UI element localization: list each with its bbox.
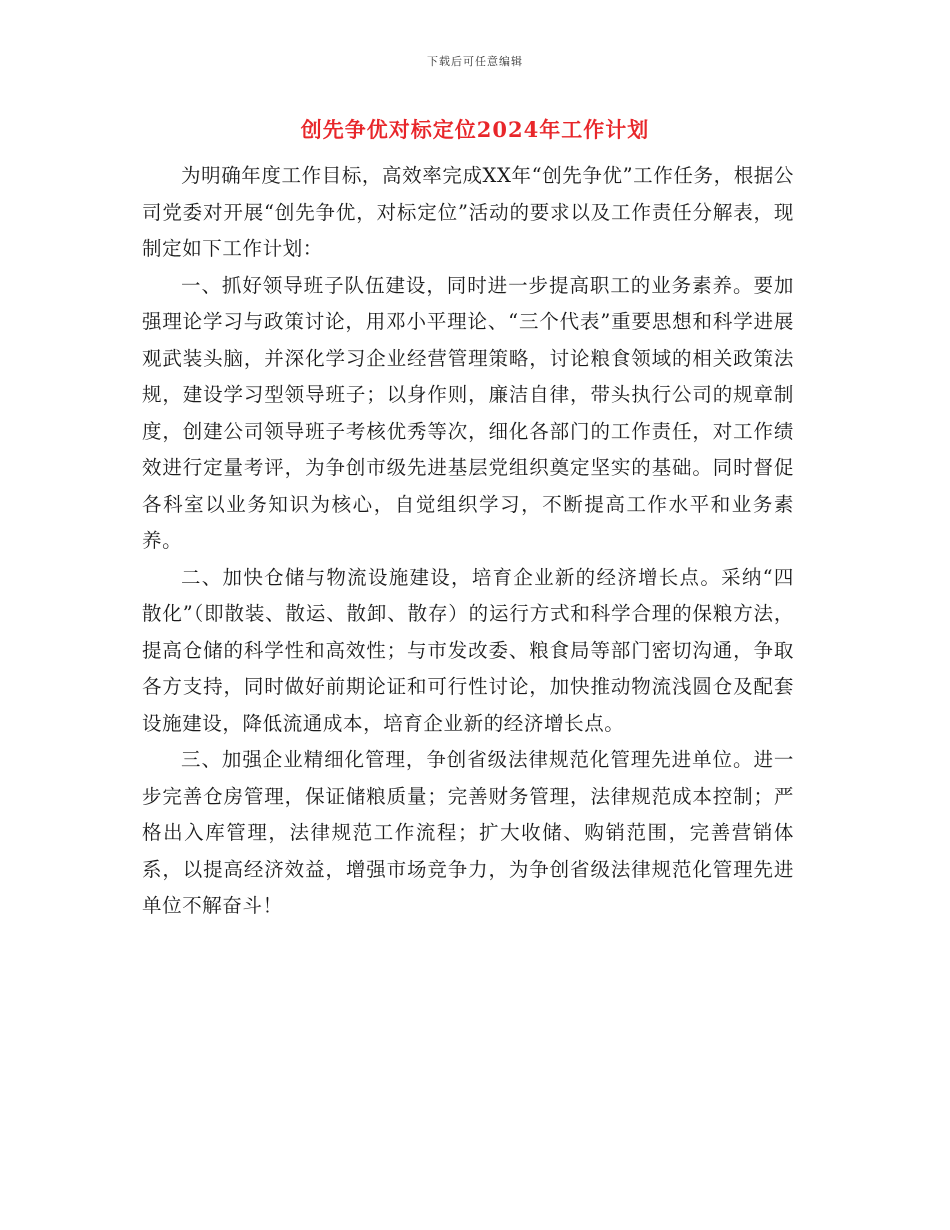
- paragraph-section-3: 三、加强企业精细化管理，争创省级法律规范化管理先进单位。进一步完善仓房管理，保证储粮质量；完善财务管理，法律规范成本控制；严格出入库管理，法律规范工作流程；扩大收储、购销范围，完善营销体系，以提高经济效益，增强市场竞争力，为争创省级法律规范化管理先进单位不解奋斗！: [142, 748, 794, 917]
- document-body: [142, 158, 794, 925]
- paragraph-intro: 为明确年度工作目标，高效率完成XX年“创先争优”工作任务，根据公司党委对开展“创先争优，对标定位”活动的要求以及工作责任分解表，现制定如下工作计划：: [142, 164, 794, 260]
- header-note: 下载后可任意编辑: [427, 55, 523, 68]
- page-title: 创先争优对标定位2024年工作计划: [300, 117, 650, 142]
- paragraph-section-1: 一、抓好领导班子队伍建设，同时进一步提高职工的业务素养。要加强理论学习与政策讨论，用邓小平理论、“三个代表”重要思想和科学进展观武装头脑，并深化学习企业经营管理策略，讨论粮食领域的相关政策法规，建设学习型领导班子；以身作则，廉洁自律，带头执行公司的规章制度，创建公司领导班子考核优秀等次，细化各部门的工作责任，对工作绩效进行定量考评，为争创市级先进基层党组织奠定坚实的基础。同时督促各科室以业务知识为核心，自觉组织学习，不断提高工作水平和业务素养。: [142, 273, 794, 552]
- paragraph-section-2: 二、加快仓储与物流设施建设，培育企业新的经济增长点。采纳“四散化”（即散装、散运、散卸、散存）的运行方式和科学合理的保粮方法，提高仓储的科学性和高效性；与市发改委、粮食局等部门密切沟通，争取各方支持，同时做好前期论证和可行性讨论，加快推动物流浅圆仓及配套设施建设，降低流通成本，培育企业新的经济增长点。: [142, 565, 794, 735]
